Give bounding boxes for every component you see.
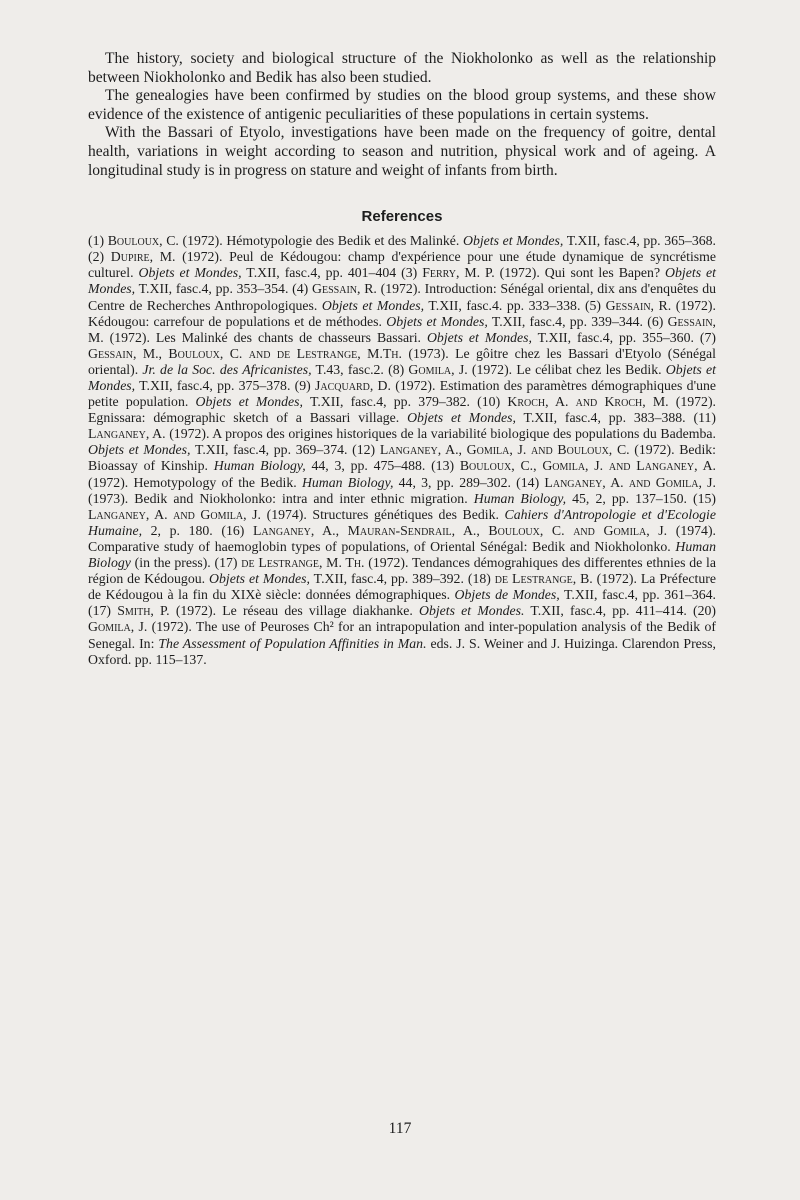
reference-7: (7) Gessain, M., Bouloux, C. and de Lestrange, M.Th. (1973). Le gôitre chez les Bassari d'Etyolo (Sénégal oriental). Jr. de la Soc. des Africanistes, T.43, fasc.2. — [88, 329, 716, 377]
body-text — [88, 50, 716, 180]
reference-2: (2) Dupire, M. (1972). Peul de Kédougou: champ d'expérience pour une étude dynamique de syncrétisme culturel. Objets et Mondes, T.XII, fasc.4, pp. 401–404 — [88, 249, 716, 281]
page-number: 117 — [388, 1120, 412, 1137]
body-paragraph: With the Bassari of Etyolo, investigations have been made on the frequency of goitre, dental health, variations in weight according to season and nutrition, physical work and of ageing. A longitudinal study is in progress on stature and weight of infants from birth. — [88, 124, 716, 179]
reference-5: (5) Gessain, R. (1972). Kédougou: carrefour de populations et de méthodes. Objets et Mondes, T.XII, fasc.4, pp. 339–344. — [88, 297, 716, 329]
body-paragraph: The genealogies have been confirmed by studies on the blood group systems, and these show evidence of the existence of antigenic peculiarities of these populations in certain systems. — [88, 87, 716, 123]
reference-15: (15) Langaney, A. and Gomila, J. (1974). Structures génétiques des Bedik. Cahiers d'Antropologie et d'Ecologie Humaine, 2, p. 180. — [88, 490, 717, 538]
reference-17: (17) de Lestrange, M. Th. (1972). Tendances démograhiques des differentes ethnies de la région de Kédougou. Objets et Mondes, T.XII, fasc.4, pp. 389–392. — [88, 555, 716, 587]
reference-14: (14) Langaney, A. and Gomila, J. (1973). Bedik and Niokholonko: intra and inter ethnic migration. Human Biology, 45, 2, pp. 137–150. — [88, 474, 716, 506]
reference-13: (13) Bouloux, C., Gomila, J. and Langaney, A. (1972). Hemotypology of the Bedik. Human Biology, 44, 3, pp. 289–302. — [88, 458, 716, 490]
reference-1: (1) Bouloux, C. (1972). Hémotypologie des Bedik et des Malinké. Objets et Mondes, T.XII, fasc.4, pp. 365–368. — [88, 233, 716, 249]
references-list — [88, 233, 716, 668]
reference-8: (8) Gomila, J. (1972). Le célibat chez les Bedik. Objets et Mondes, T.XII, fasc.4, pp. 375–378. — [88, 361, 716, 393]
reference-19: (17) Smith, P. (1972). Le réseau des village diakhanke. Objets et Mondes. T.XII, fasc.4, pp. 411–414. — [88, 603, 694, 619]
reference-16: (16) Langaney, A., Mauran-Sendrail, A., Bouloux, C. and Gomila, J. (1974). Comparative study of haemoglobin types of populations, of Oriental Sénégal: Bedik and Niokholonko. Human Biology (in the press). — [88, 522, 716, 571]
reference-12: (12) Langaney, A., Gomila, J. and Bouloux, C. (1972). Bedik: Bioassay of Kinship. Human Biology, 44, 3, pp. 475–488. — [88, 442, 717, 474]
reference-10: (10) Kroch, A. and Kroch, M. (1972). Egnissara: démographic sketch of a Bassari village. Objets et Mondes, T.XII, fasc.4, pp. 383–388. — [88, 394, 717, 426]
body-paragraph: The history, society and biological structure of the Niokholonko as well as the relationship between Niokholonko and Bedik has also been studied. — [88, 50, 716, 86]
reference-20: (20) Gomila, J. (1972). The use of Peuroses Ch² for an intrapopulation and inter-population analysis of the Bedik of Senegal. In: The Assessment of Population Affinities in Man. eds. J. S. Weiner and J. Huizinga. Clarendon Press, Oxford. pp. 115–137. — [88, 603, 717, 667]
reference-4: (4) Gessain, R. (1972). Introduction: Sénégal oriental, dix ans d'enquêtes du Centre de Recherches Anthropologiques. Objets et Mondes, T.XII, fasc.4. pp. 333–338. — [88, 281, 716, 313]
references-heading: References — [361, 208, 443, 226]
reference-11: (11) Langaney, A. (1972). A propos des origines historiques de la variabilité biologique des populations du Bademba. Objets et Mondes, T.XII, fasc.4, pp. 369–374. — [88, 410, 716, 458]
reference-18: (18) de Lestrange, B. (1972). La Préfecture de Kédougou à la fin du XIXè siècle: données démographiques. Objets de Mondes, T.XII, fasc.4, pp. 361–364. — [88, 571, 716, 603]
reference-3: (3) Ferry, M. P. (1972). Qui sont les Bapen? Objets et Mondes, T.XII, fasc.4, pp. 353–354. — [88, 265, 716, 297]
reference-6: (6) Gessain, M. (1972). Les Malinké des chants de chasseurs Bassari. Objets et Mondes, T.XII, fasc.4, pp. 355–360. — [88, 313, 717, 345]
page-content — [88, 50, 716, 668]
reference-9: (9) Jacquard, D. (1972). Estimation des paramètres démographiques d'une petite population. Objets et Mondes, T.XII, fasc.4, pp. 379–382. — [88, 378, 716, 410]
